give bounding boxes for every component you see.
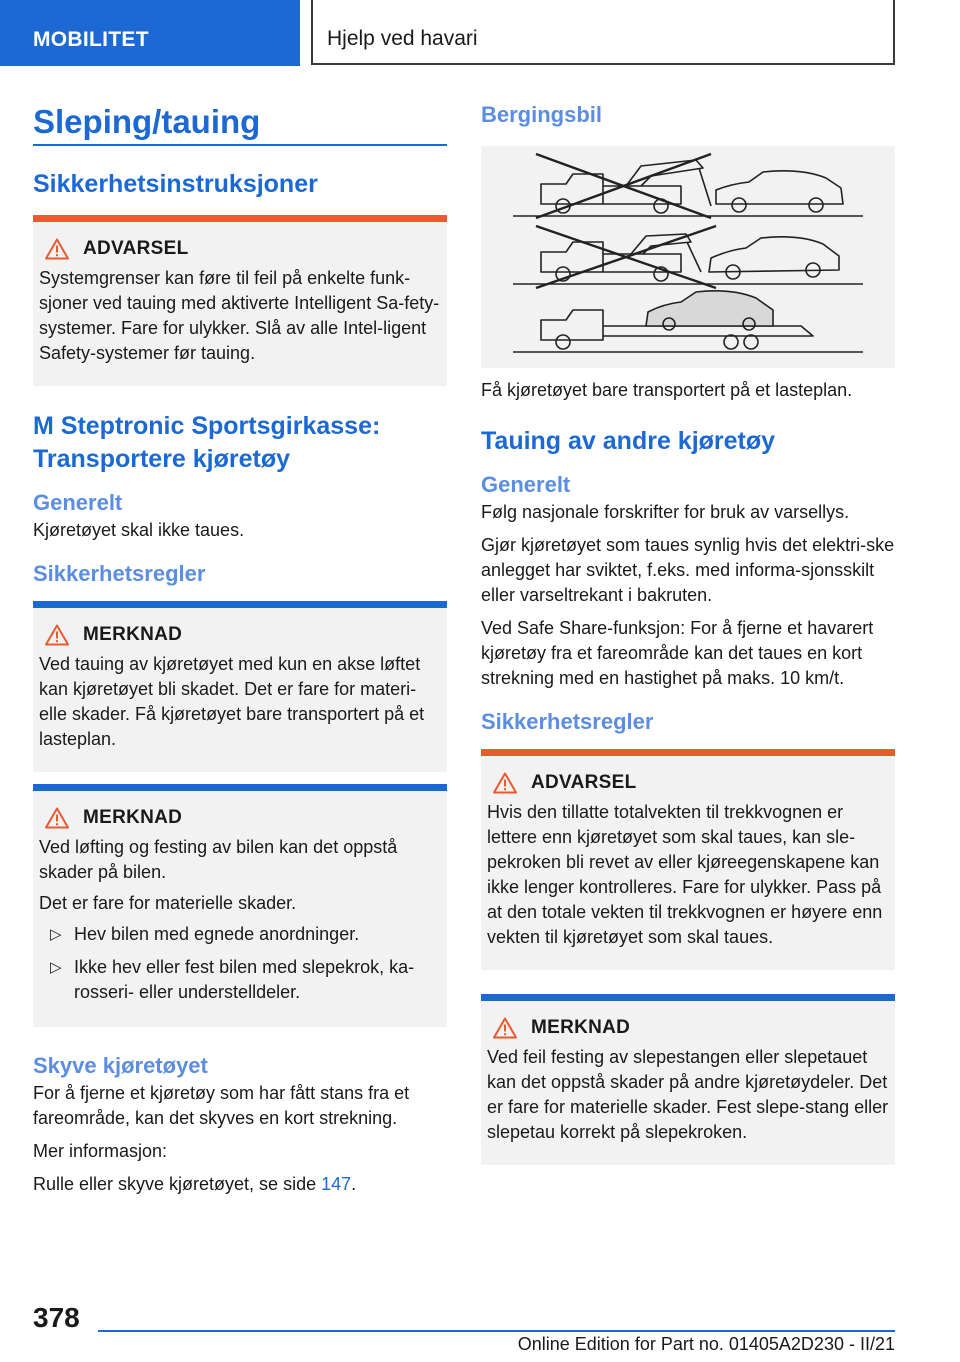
warning-triangle-icon [493,1017,517,1039]
note-text: Ved feil festing av slepestangen eller slepetauet kan det oppstå skader på andre kjøretøydeler. Det er fare for materielle skader. Fest slepe-stang eller slepetau korrekt på slepekroken. [487,1047,889,1142]
note-label: MERKNAD [83,807,183,828]
note-text: Ved tauing av kjøretøyet med kun en akse løftet kan kjøretøyet bli skadet. Det er fare for materi-elle skader. Få kjøretøyet bare transportert på et lasteplan. [39,654,425,749]
title-rule [33,144,447,146]
note-box [33,601,447,772]
list-item-text: Hev bilen med egnede anordninger. [74,924,360,944]
bullet-triangle-icon: ▷ [50,959,62,976]
bullet-triangle-icon: ▷ [50,926,62,943]
list-item [39,922,441,947]
general-text: Ved Safe Share-funksjon: For å fjerne et havarert kjøretøy fra et fareområde kan det taues en kort strekning med en hastighet på maks. 10 km/t. [481,618,874,688]
footer-rule [98,1330,895,1332]
chapter-title: Hjelp ved havari [311,0,895,65]
loaded-car [646,291,773,330]
towed-car-1 [716,171,843,212]
right-column [481,100,895,1165]
warning-label: ADVARSEL [83,238,189,259]
warning-label: ADVARSEL [531,772,637,793]
page-number: 378 [33,1302,80,1333]
warning-box [33,215,447,386]
warning-triangle-icon [45,807,69,829]
note-label: MERKNAD [83,624,183,645]
towing-other-heading: Tauing av andre kjøretøy [481,427,776,455]
more-info-text: Mer informasjon: [33,1141,168,1161]
page-header [0,0,960,66]
warning-box [481,749,895,970]
general-text: Gjør kjøretøyet som taues synlig hvis det elektri-ske anlegget har sviktet, f.eks. med informa-sjonsskilt eller varseltrekant i bakruten. [481,535,895,605]
reference-label: Rulle eller skyve kjøretøyet, se side [33,1174,322,1194]
page-link[interactable]: 147 [321,1174,352,1194]
warning-triangle-icon [493,772,517,794]
figure-caption: Få kjøretøyet bare transportert på et lasteplan. [481,380,853,400]
note-text: Det er fare for materielle skader. [39,893,297,913]
note-box [481,994,895,1165]
warning-triangle-icon [45,624,69,646]
tow-truck-heading: Bergingsbil [481,102,603,127]
safety-heading: Sikkerhetsinstruksjoner [33,170,318,198]
list-item-text: Ikke hev eller fest bilen med slepekrok, ka-rosseri- eller understelldeler. [74,957,415,1002]
tow-truck-diagram [481,146,895,368]
page-footer [0,1290,960,1362]
note-box [33,784,447,1027]
edition-text: Online Edition for Part no. 01405A2D230 - II/21 [517,1334,895,1354]
tow-truck-illustration [481,146,895,368]
steptronic-heading: M Steptronic Sportsgirkasse: Transportere kjøretøy [33,412,381,473]
note-text: Ved løfting og festing av bilen kan det oppstå skader på bilen. [39,837,398,882]
push-heading: Skyve kjøretøyet [33,1053,208,1078]
warning-text: Hvis den tillatte totalvekten til trekkvognen er lettere enn kjøretøyet som skal taues, kan sle-pekroken bli revet av eller kjøreegenskapene kan ikke lenger kontrolleres. Fare for ulykker. Pass på at den totale vekten til trekkvognen er høyere enn vekten til kjøretøyet som skal taues. [487,802,883,947]
reference-text [33,1172,447,1197]
warning-text: Systemgrenser kan føre til feil på enkelte funk-sjoner ved tauing med aktiverte Intelligent Sa-fety-systemer. Fare for ulykker. Slå av alle Intel-ligent Safety-systemer før tauing. [39,268,440,363]
note-label: MERKNAD [531,1017,631,1038]
general-text: Kjøretøyet skal ikke taues. [33,520,245,540]
push-text: For å fjerne et kjøretøy som har fått stans fra et fareområde, kan det skyves en kort strekning. [33,1083,410,1128]
general-heading: Generelt [481,472,571,497]
section-label: MOBILITET [0,0,300,66]
general-heading: Generelt [33,490,123,515]
warning-triangle-icon [45,238,69,260]
page-title: Sleping/tauing [33,103,261,140]
reference-end: . [351,1174,357,1194]
rules-heading: Sikkerhetsregler [33,561,206,586]
left-column [33,100,447,1205]
general-text: Følg nasjonale forskrifter for bruk av varsellys. [481,502,850,522]
list-item [39,955,441,1005]
rules-heading: Sikkerhetsregler [481,709,654,734]
towed-car-2 [709,237,839,279]
